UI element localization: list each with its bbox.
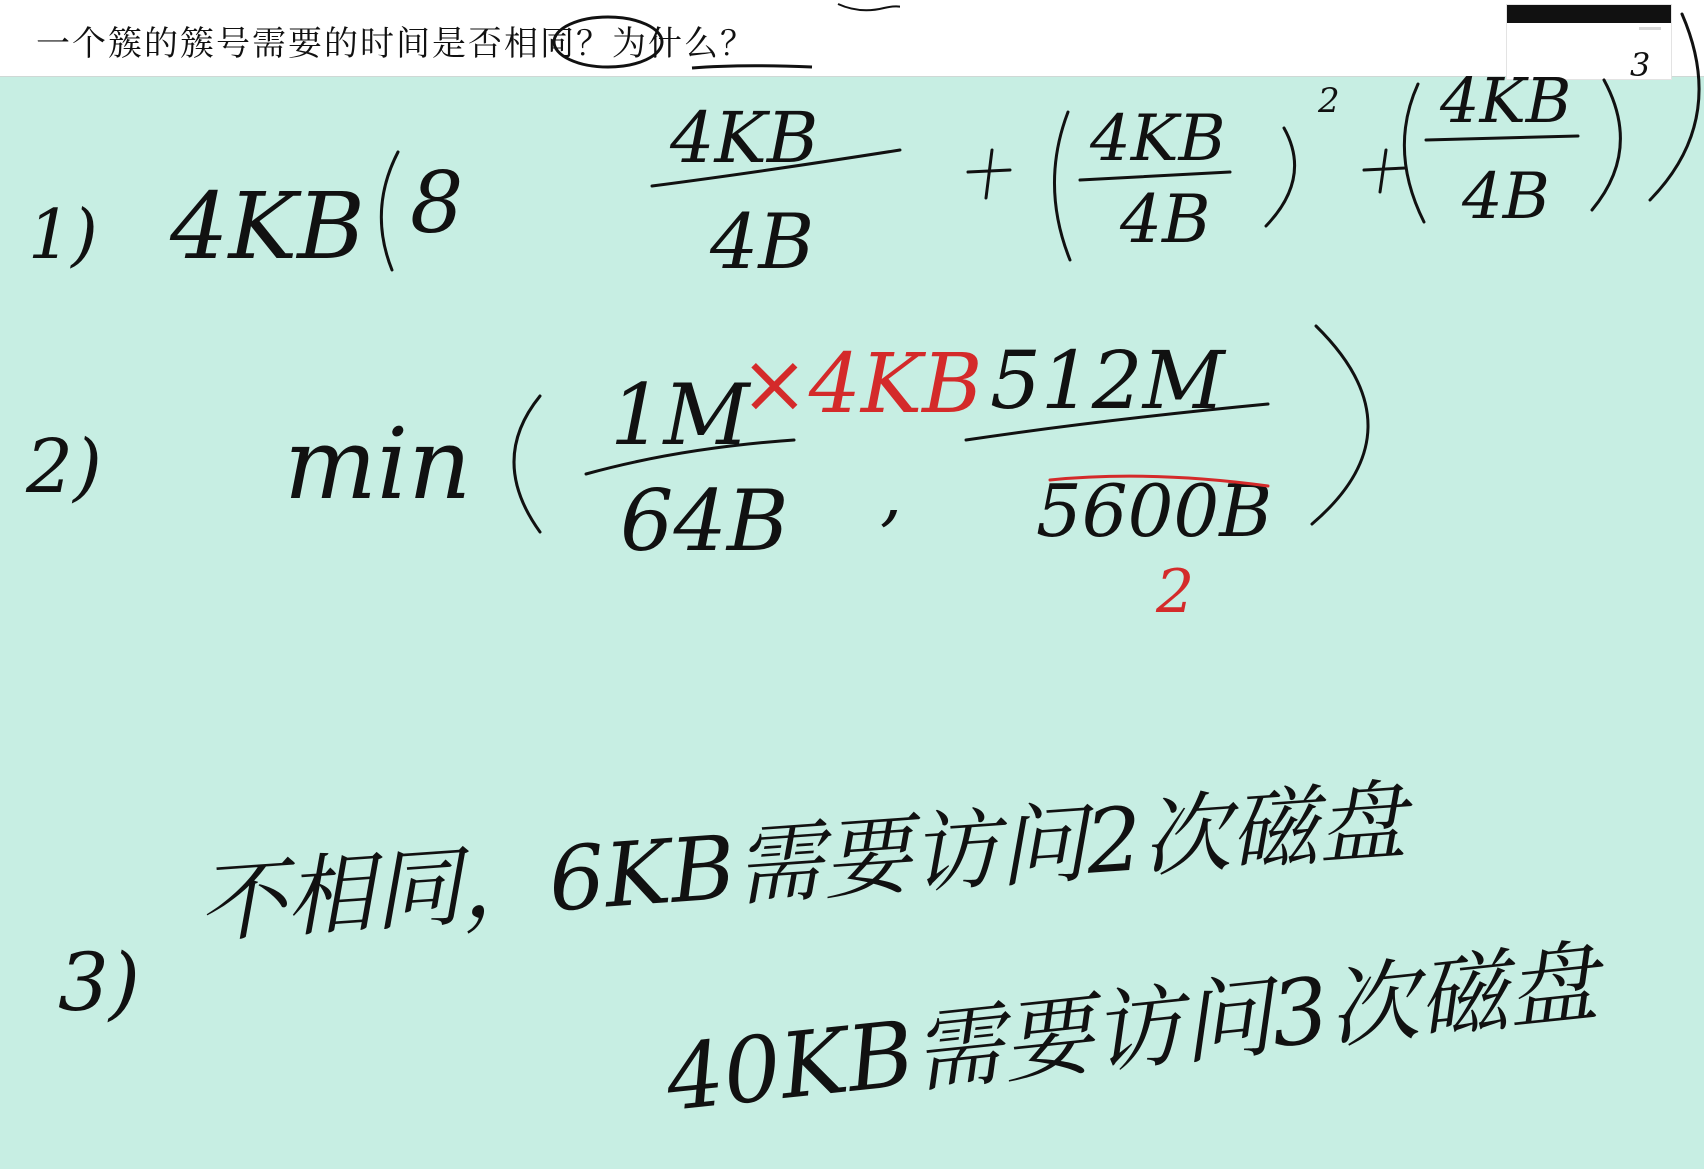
line1-term0: 8: [410, 154, 464, 252]
line2-close-paren: [1312, 326, 1368, 524]
line1-open-paren: [381, 152, 398, 270]
line1-plus2-v: [1380, 150, 1386, 192]
line2-frac2-den: 5600B: [1036, 469, 1273, 553]
line1-frac3-lparen: [1404, 84, 1424, 222]
line2-label: 2): [26, 424, 102, 510]
line1-label: 1): [28, 196, 98, 275]
line1-frac3-num: 4KB: [1440, 64, 1572, 137]
line1-close-paren: [1650, 14, 1699, 200]
question-text: 一个簇的簇号需要的时间是否相同？为什么？: [36, 24, 756, 64]
line1-frac1-num: 4KB: [670, 97, 819, 179]
line1-exp2: 2: [1318, 81, 1340, 121]
line2-func: min: [284, 408, 472, 522]
line3-text-a: 不相同，6KB需要访问2次磁盘: [194, 768, 1409, 956]
line1-plus2-h: [1364, 168, 1406, 170]
line2-comma: ,: [880, 453, 903, 535]
line1-frac3-den: 4B: [1462, 160, 1550, 234]
line2-frac1-num: 1M: [610, 366, 750, 464]
line3-label: 3): [58, 936, 141, 1029]
line2-correction: 2: [1156, 557, 1195, 627]
line1-exp3: 3: [1630, 46, 1651, 84]
line2-frac1-den: 64B: [620, 472, 789, 570]
line1-plus1-v: [986, 150, 992, 198]
line2-red-multiplier: ×4KB: [740, 337, 983, 432]
line1-base: 4KB: [170, 173, 365, 280]
line1-frac2-den: 4B: [1120, 181, 1211, 258]
line1-frac1-den: 4B: [710, 197, 815, 286]
line1-plus1-h: [968, 170, 1010, 172]
line2-frac2-num: 512M: [990, 334, 1225, 427]
line1-frac2-lparen: [1054, 112, 1070, 260]
line3-text-b: 40KB需要访问3次磁盘: [661, 929, 1603, 1132]
line2-open-paren: [514, 396, 540, 532]
line1-frac2-rparen: [1266, 128, 1295, 226]
line1-frac2-num: 4KB: [1090, 102, 1226, 176]
line1-frac3-rparen: [1592, 80, 1620, 210]
